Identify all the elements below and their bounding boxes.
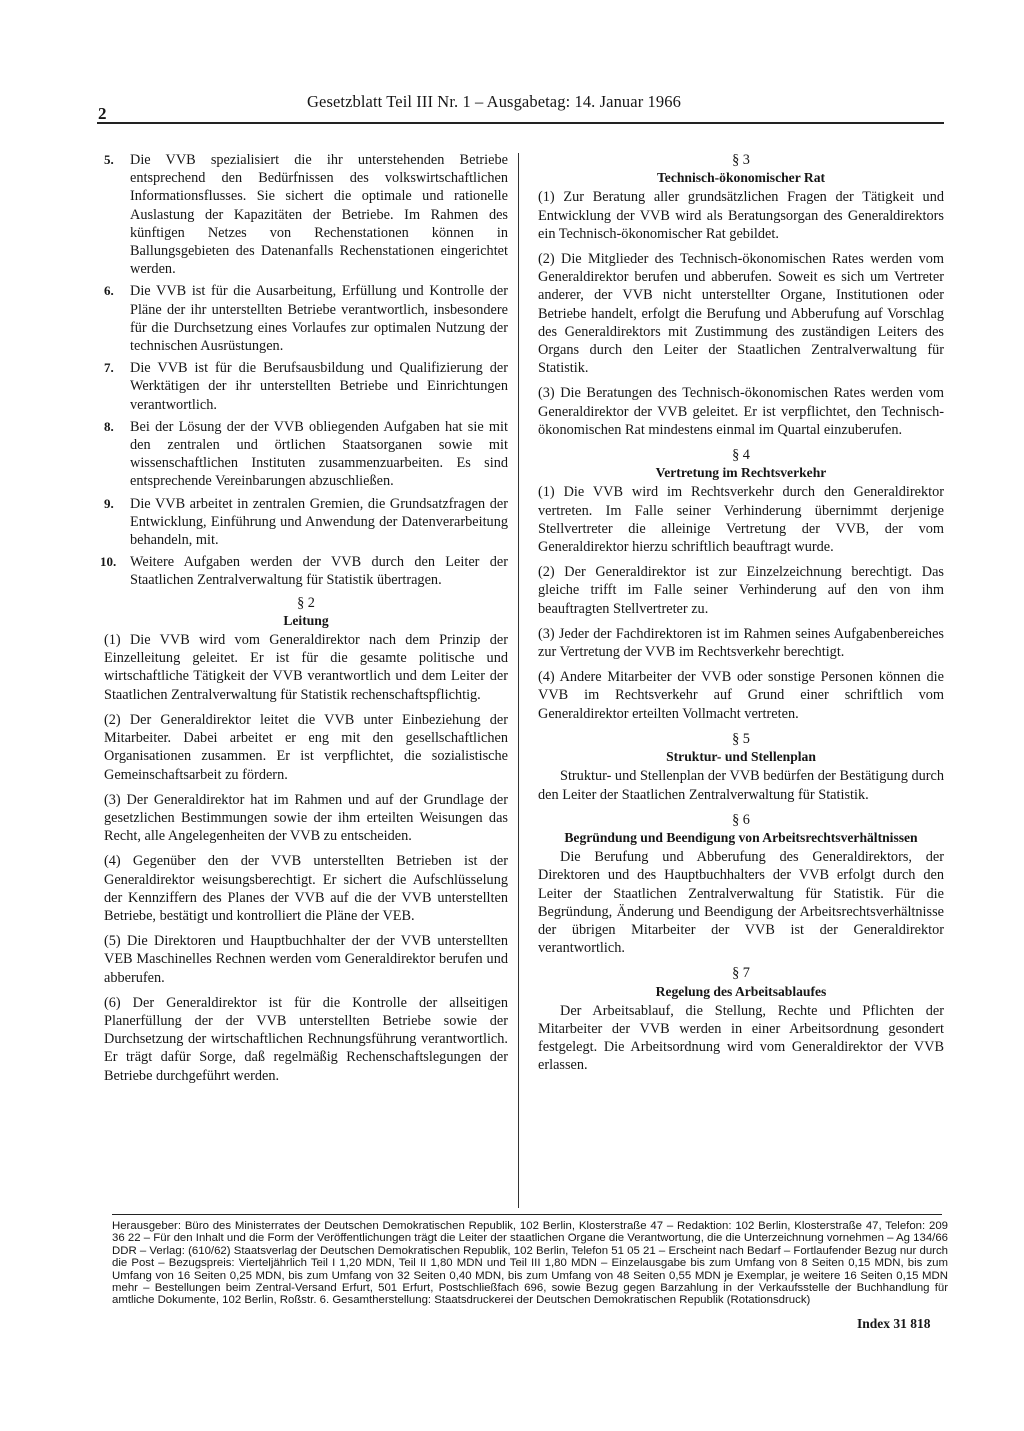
item-number: 7. — [104, 360, 114, 376]
paragraph: (2) Die Mitglieder des Technisch-ökonomischen Rates werden vom Generaldirektor berufen und abberufen. Soweit es sich um Vertreter anderer, der VVB nicht unterstellter Organe, Institutionen oder Betriebe handelt, erfolgt die Berufung und Abberufung auf Vorschlag des Generaldirektors mit Zustimmung des zuständigen Leiters des Organs durch den Leiter der Staatlichen Zentralverwaltung für Statistik. — [538, 251, 944, 377]
item-number: 10. — [100, 554, 117, 570]
page-header-title: Gesetzblatt Teil III Nr. 1 – Ausgabetag: 14. Januar 1966 — [307, 92, 681, 111]
index-number: Index 31 818 — [857, 1316, 931, 1331]
paragraph: Die Berufung und Abberufung des Generaldirektors, der Direktoren und des Hauptbuchhalters der VVB erfolgt durch den Leiter der Staatlichen Zentralverwaltung für Statistik. Für die Begründung, Änderung und Beendigung der Arbeitsrechtsverhältnisse der übrigen Mitarbeiter der VVB ist der Generaldirektor verantwortlich. — [538, 849, 944, 957]
section-title: Struktur- und Stellenplan — [666, 749, 816, 765]
item-text: Bei der Lösung der der VVB obliegenden Aufgaben hat sie mit den zentralen und örtlichen Staatsorganen sowie mit wissenschaftlichen Instituten zusammenzuarbeiten. Es sind entsprechende Vereinbarungen abzuschließen. — [130, 418, 508, 490]
item-number: 9. — [104, 495, 114, 511]
section-number: § 7 — [732, 965, 750, 982]
item-number: 6. — [104, 283, 114, 299]
header-rule — [97, 122, 944, 124]
list-item — [100, 553, 508, 589]
right-column — [538, 151, 944, 1082]
left-column — [100, 151, 508, 1092]
paragraph: Struktur- und Stellenplan der VVB bedürfen der Bestätigung durch den Leiter der Staatlichen Zentralverwaltung für Statistik. — [538, 768, 944, 803]
paragraph: (3) Der Generaldirektor hat im Rahmen und auf der Grundlage der gesetzlichen Bestimmungen sowie der ihm erteilten Weisungen das Recht, alle Angelegenheiten der VVB zu entscheiden. — [104, 791, 508, 845]
paragraph: (4) Gegenüber den der VVB unterstellten Betrieben ist der Generaldirektor weisungsberechtigt. Er sichert die Aufschlüsselung der Kennziffern des Planes der VVB auf die der VVB unterstellten Betriebe, bestätigt und kontrolliert die Pläne der VEB. — [104, 853, 508, 924]
paragraph: (1) Die VVB wird im Rechtsverkehr durch den Generaldirektor vertreten. Im Falle seiner Verhinderung übernimmt derjenige Stellvertreter die alleinige Vertretung der VVB, der vom Generaldirektor hierzu schriftlich beauftragt wurde. — [538, 484, 944, 556]
item-number: 8. — [104, 418, 114, 434]
page-number: 2 — [98, 104, 107, 123]
paragraph: (3) Die Beratungen des Technisch-ökonomischen Rates werden vom Generaldirektor der VVB geleitet. Er ist verpflichtet, den Technisch-ökonomischen Rat mindestens einmal im Quartal einzuberufen. — [538, 385, 944, 438]
section-title: Begründung und Beendigung von Arbeitsrechtsverhältnissen — [564, 829, 918, 845]
item-number: 5. — [104, 152, 114, 167]
item-text: Weitere Aufgaben werden der VVB durch den Leiter der Staatlichen Zentralverwaltung für Statistik übertragen. — [130, 554, 508, 589]
column-divider — [518, 153, 519, 1208]
paragraph: (1) Zur Beratung aller grundsätzlichen Fragen der Tätigkeit und Entwicklung der VVB wird als Beratungsorgan des Generaldirektors ein Technisch-ökonomischer Rat gebildet. — [538, 189, 944, 242]
list-item — [104, 359, 508, 414]
paragraph: (2) Der Generaldirektor ist zur Einzelzeichnung berechtigt. Das gleiche trifft im Falle seiner Verhinderung auf den von ihm beauftragten Stellvertreter zu. — [538, 564, 944, 617]
section-title: Technisch-ökonomischer Rat — [656, 170, 826, 186]
paragraph: Der Arbeitsablauf, die Stellung, Rechte und Pflichten der Mitarbeiter der VVB werden in einer Arbeitsordnung gesondert festgelegt. Die Arbeitsordnung wird vom Generaldirektor der VVB erlassen. — [538, 1002, 944, 1074]
section-number: § 6 — [732, 811, 750, 828]
paragraph: (2) Der Generaldirektor leitet die VVB unter Einbeziehung der Mitarbeiter. Dabei arbeitet er eng mit den gesellschaftlichen Organisationen zusammen. Er ist verpflichtet, die sozialistische Gemeinschaftsarbeit zu fördern. — [104, 711, 508, 783]
paragraph: (1) Die VVB wird vom Generaldirektor nach dem Prinzip der Einzelleitung geleitet. Er ist für die gesamte politische und wirtschaftliche Tätigkeit der VVB verantwortlich und dem Leiter der Staatlichen Zentralverwaltung für Statistik rechenschaftspflichtig. — [104, 632, 508, 703]
section-title: Vertretung im Rechtsverkehr — [655, 465, 827, 481]
paragraph: (3) Jeder der Fachdirektoren ist im Rahmen seines Aufgabenbereiches zur Vertretung der VVB im Rechtsverkehr berechtigt. — [538, 625, 944, 661]
paragraph: (4) Andere Mitarbeiter der VVB oder sonstige Personen können die VVB im Rechtsverkehr auf Grund einer schriftlich vom Generaldirektor erteilten Vollmacht vertreten. — [538, 669, 944, 722]
list-item — [104, 495, 508, 550]
imprint-text: Herausgeber: Büro des Ministerrates der Deutschen Demokratischen Republik, 102 Berlin, Klosterstraße 47 – Redaktion: 102 Berlin, Klosterstraße 47, Telefon: 209 36 22 – Für den Inhalt und die Form der Veröffentlichungen trägt die Leiter der staatlichen Organe die Verantwortung, die die Unterzeichnung vornehmen – Ag 134/66 DDR – Verlag: (610/62) Staatsverlag der Deutschen Demokratischen Republik, 102 Berlin, Telefon 51 05 21 – Erscheint nach Bedarf – Fortlaufender Bezug nur durch die Post – Bezugspreis: Vierteljährlich Teil I 1,20 MDN, Teil II 1,80 MDN und Teil III 1,80 MDN – Einzelausgabe bis zum Umfang von 8 Seiten 0,15 MDN, bis zum Umfang von 16 Seiten 0,25 MDN, bis zum Umfang von 32 Seiten 0,40 MDN, bis zum Umfang von 48 Seiten 0,55 MDN je Exemplar, je weitere 16 Seiten 0,15 MDN mehr – Bestellungen beim Zentral-Versand Erfurt, 501 Erfurt, Postschließfach 696, sowie Bezug gegen Barzahlung in der Verkaufsstelle der Buchhandlung für amtliche Dokumente, 102 Berlin, Roßstr. 6. Gesamtherstellung: Staatsdruckerei der Deutschen Demokratischen Republik (Rotationsdruck) — [112, 1220, 948, 1307]
footer-rule — [112, 1214, 942, 1215]
list-item — [104, 418, 508, 491]
item-text: Die VVB spezialisiert die ihr unterstehenden Betriebe entsprechend den Bedürfnissen des volkswirtschaftlichen Informationsflusses. Sie sichert die optimale und rationelle Auslastung der Kapazitäten der Betriebe. Im Rahmen des künftigen Netzes von Rechenstationen können in Ballungsgebieten des Datenanfalls Rechenstationen eingerichtet werden. — [130, 152, 508, 278]
section-title: Regelung des Arbeitsablaufes — [655, 983, 827, 999]
section-number: § 3 — [732, 152, 750, 168]
item-text: Die VVB ist für die Berufsausbildung und Qualifizierung der Werktätigen der ihr unterstellten Betriebe und Einrichtungen verantwortlich. — [130, 360, 508, 413]
list-item — [104, 151, 508, 278]
paragraph: (5) Die Direktoren und Hauptbuchhalter der der VVB unterstellten VEB Maschinelles Rechnen werden vom Generaldirektor berufen und abberufen. — [104, 933, 508, 986]
item-text: Die VVB arbeitet in zentralen Gremien, die Grundsatzfragen der Entwicklung, Einführung und Anwendung der Datenverarbeitung behandeln, mit. — [130, 495, 508, 549]
item-text: Die VVB ist für die Ausarbeitung, Erfüllung und Kontrolle der Pläne der ihr unterstellten Betriebe verantwortlich, insbesondere für die Durchsetzung eines Vorlaufes zur optimalen Nutzung der technischen Ausrüstungen. — [130, 283, 508, 355]
list-item — [104, 282, 508, 355]
section-number: § 5 — [732, 730, 750, 747]
section-number: § 2 — [297, 594, 315, 611]
paragraph: (6) Der Generaldirektor ist für die Kontrolle der allseitigen Planerfüllung der der VVB unterstellten Betriebe sowie der Durchsetzung der wirtschaftlichen Rechnungsführung verantwortlich. Er trägt dafür Sorge, daß regelmäßig Rechenschaftslegungen der Betriebe durchgeführt werden. — [104, 994, 508, 1084]
section-title: Leitung — [283, 612, 329, 628]
section-number: § 4 — [732, 447, 750, 464]
